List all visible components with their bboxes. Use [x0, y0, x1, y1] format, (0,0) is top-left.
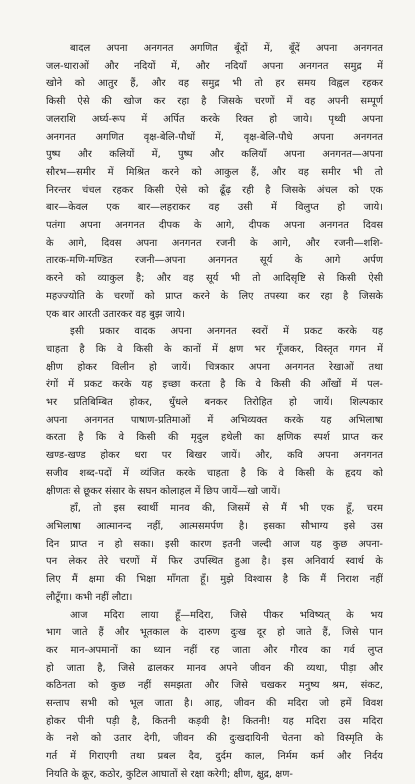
- text-line: जलराशि अर्घ्य-रूप में अर्पित करके रिक्त हो जाये। पृथ्वी अपना: [46, 113, 383, 125]
- text-line: के आगे, दिवस अपना अनगनत रजनी के आगे, और रजनी—शशि-: [46, 237, 383, 249]
- text-line: निरन्तर चंचल रहकर किसी ऐसे को ढूँढ़ रही है जिसके अंचल को एक: [46, 184, 383, 196]
- text-line: दिन प्राप्त न हो सका। इसी कारण इतनी जल्दी आज यह कुछ अपना-: [46, 538, 383, 550]
- text-line: खण्ड-खण्ड होकर धरा पर बिखर जायें। और, कवि अपना अनगनत: [46, 450, 383, 462]
- text-line: आज मदिरा लाया हूँ—मदिरा, जिसे पीकर भविष्यत् के भय: [70, 609, 383, 621]
- text-line: किसी ऐसे की खोज कर रहा है जिसके चरणों में वह अपनी सम्पूर्ण: [46, 96, 383, 108]
- text-line: कर मान-अपमानों का ध्यान नहीं रह जाता और गौरव का गर्व लुप्त: [46, 644, 383, 656]
- text-line: कठिनता को कुछ नहीं समझता और जिसे चखकर मनुष्य श्रम, संकट,: [46, 680, 383, 692]
- text-line: अनगनत अगणित वृक्ष-बेलि-पौधों में, वृक्ष-बेलि-पौधे अपना अनगनत: [46, 131, 383, 143]
- text-line: भाग जाते हैं और भूतकाल के दारुण दुःख दूर हो जाते हैं, जिसे पान: [46, 627, 383, 639]
- text-line: पुष्प और कलियों में, पुष्प और कलियाँ अपना अनगनत—अपना: [46, 149, 383, 161]
- text-line: लौटूँगा। कभी नहीं लौटा।: [46, 591, 133, 603]
- text-line: सजीव शब्द-पदों में व्यंजित करके चाहता है कि वे किसी के हृदय को: [46, 467, 383, 479]
- text-line: हाँ, तो इस स्वार्थी मानव की, जिसमें से मैं भी एक हूँ, चरम: [70, 503, 383, 515]
- text-line: जल-धाराओं और नदियों में, और नदियाँ अपना अनगनत समुद्र में: [46, 60, 383, 72]
- text-line: हो जाता है, जिसे ढालकर मानव अपने जीवन की व्यथा, पीड़ा और: [46, 662, 383, 674]
- text-line: होकर पीनी पड़ी है, कितनी कड़वी है! कितनी! यह मदिरा उस मदिरा: [46, 715, 383, 727]
- text-line: अभिलाषा आत्मानन्द नहीं, आत्मसमर्पण है। इसका सौभाग्य इसे उस: [46, 520, 383, 532]
- text-line: बार—केवल एक बार—लहराकर वह उसी में विलुप्त हो जाये।: [46, 202, 383, 214]
- text-line: अपना अनगनत पाषाण-प्रतिमाओं में अभिव्यक्त करके यह अभिलाषा: [46, 414, 383, 426]
- text-line: इसी प्रकार वादक अपना अनगनत स्वरों में प्रकट करके यह: [70, 326, 383, 338]
- text-line: के नशे को उतार देगी, जीवन की दुःखदायिनी चेतना को विस्मृति के: [46, 733, 383, 745]
- text-line: खोने को आतुर हैं, और वह समुद्र भी तो हर समय विह्वल रहकर: [46, 78, 383, 90]
- text-line: रंगों में प्रकट करके यह इच्छा करता है कि वे किसी की आँखों में पल-: [46, 379, 383, 391]
- paragraph-1: [46, 40, 383, 323]
- text-line: सौरभ—समीर में मिश्रित करने को आकुल हैं, और वह समीर भी तो: [46, 166, 383, 178]
- text-line: क्षीण होकर विलीन हो जायें। चित्रकार अपना अनगनत रेखाओं तथा: [46, 361, 383, 373]
- paragraph-4: [46, 607, 383, 784]
- text-line: महज्ज्योति के चरणों को प्राप्त करने के लिए तपस्या कर रहा है जिसके: [46, 290, 383, 302]
- paragraph-3: [46, 500, 383, 606]
- text-line: बादल अपना अनगनत अगणित बूँदों में, बूँदें अपना अनगनत: [70, 43, 383, 54]
- text-line: सन्ताप सभी को भूल जाता है। आह, जीवन की मदिरा जो हमें विवश: [46, 698, 383, 710]
- text-line: नियति के क्रूर, कठोर, कुटिल आघातों से रक्षा करेगी; क्षीण, क्षुद्र, क्षण-: [46, 768, 293, 780]
- text-line: गर्त में गिराएगी तथा प्रबल दैव, दुर्दम काल, निर्मम कर्म और निर्दय: [46, 751, 383, 763]
- text-line: पन लेकर तेरे चरणों में फिर उपस्थित हुआ है। इस अनिवार्य स्वार्थ के: [46, 556, 383, 568]
- text-line: एक बार आरती उतारकर वह बुझ जाये।: [46, 308, 185, 320]
- text-line: करने को व्याकुल है; और वह सूर्य भी तो आदिसृष्टि से किसी ऐसी: [46, 273, 383, 285]
- text-line: तारक-मणि-मण्डित रजनी—अपना अनगनत सूर्य के आगे अर्पण: [46, 255, 383, 267]
- text-line: लिए मैं क्षमा की भिक्षा माँगता हूँ। मुझे विश्वास है कि मैं निराश नहीं: [46, 574, 383, 586]
- text-line: चाहता है कि वे किसी के कानों में क्षण भर गूँजकर, विस्तृत गगन में: [46, 343, 383, 355]
- paragraph-2: [46, 323, 383, 500]
- text-line: करता है कि वे किसी की मृदुल हथेली का क्षणिक स्पर्श प्राप्त कर: [46, 432, 383, 444]
- text-line: क्षीणतः से छूकर संसार के सघन कोलाहल में छिप जायें—खो जायें।: [46, 485, 281, 497]
- text-line: भर प्रतिबिम्बित होकर, धुँधले बनकर तिरोहित हो जायें। शिल्पकार: [46, 397, 383, 409]
- text-line: पतंगा अपना अनगनत दीपक के आगे, दीपक अपना अनगनत दिवस: [46, 220, 383, 232]
